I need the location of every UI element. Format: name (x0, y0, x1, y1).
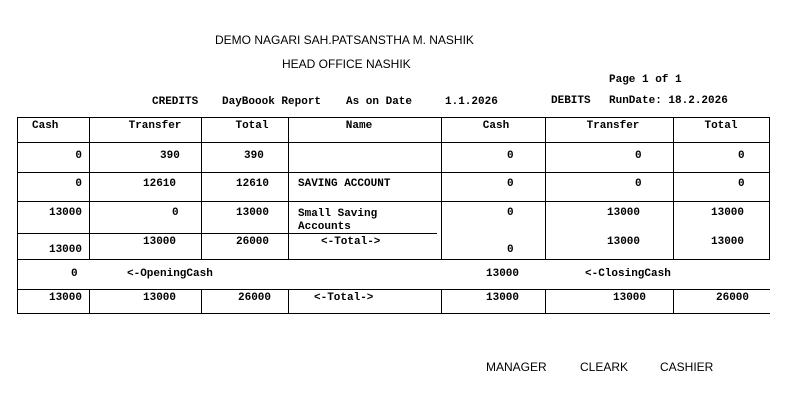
col-header-cash-credit: Cash (32, 120, 59, 132)
row-divider (17, 259, 770, 260)
col-header-total-debit: Total (704, 120, 738, 132)
row-divider (17, 289, 770, 290)
row2-cash-debit: 0 (507, 178, 514, 190)
col-border (89, 117, 90, 260)
row1-total-debit: 0 (738, 150, 745, 162)
col-border (441, 289, 442, 314)
opening-cash-value: 0 (71, 268, 78, 280)
table-top-border (17, 117, 770, 118)
grand-total-label: <-Total-> (314, 292, 374, 304)
row3-cash-debit: 0 (507, 207, 514, 219)
col-border (17, 117, 18, 314)
col-header-name: Name (345, 120, 373, 132)
row1-transfer-credit: 390 (160, 150, 180, 162)
subtotal-label: <-Total-> (321, 236, 381, 248)
col-border (89, 289, 90, 314)
row3-transfer-debit: 13000 (607, 207, 641, 219)
row-divider (17, 201, 770, 202)
row3-name-line1: Small Saving (298, 208, 378, 220)
closing-cash-value: 13000 (486, 268, 520, 280)
row1-total-credit: 390 (244, 150, 264, 162)
col-header-transfer-credit: Transfer (128, 120, 182, 132)
col-border (441, 117, 442, 260)
col-border (288, 289, 289, 314)
col-border (769, 117, 770, 260)
col-border (545, 117, 546, 260)
grand-total-total-debit: 26000 (716, 292, 750, 304)
grand-total-transfer-credit: 13000 (143, 292, 177, 304)
subtotal-cash-credit: 13000 (48, 244, 82, 256)
row3-cash-credit: 13000 (48, 207, 82, 219)
col-header-total-credit: Total (235, 120, 269, 132)
subtotal-transfer-debit: 13000 (607, 236, 641, 248)
run-date: RunDate: 18.2.2026 (609, 95, 728, 107)
page-info: Page 1 of 1 (609, 74, 682, 86)
subtotal-total-credit: 26000 (236, 236, 270, 248)
col-border (545, 289, 546, 314)
col-header-transfer-debit: Transfer (586, 120, 640, 132)
subtotal-total-debit: 13000 (711, 236, 745, 248)
row2-cash-credit: 0 (75, 178, 82, 190)
grand-total-cash-debit: 13000 (486, 292, 520, 304)
row3-transfer-credit: 0 (172, 207, 179, 219)
col-border (201, 289, 202, 314)
col-border (673, 289, 674, 314)
credits-label: CREDITS (152, 96, 199, 108)
grand-total-total-credit: 26000 (238, 292, 272, 304)
as-on-date: 1.1.2026 (445, 96, 498, 108)
signature-clerk: CLEARK (580, 360, 629, 374)
row-divider (17, 172, 770, 173)
col-border (201, 117, 202, 260)
col-border (673, 117, 674, 260)
row2-total-debit: 0 (738, 178, 745, 190)
grand-total-cash-credit: 13000 (48, 292, 82, 304)
branch-name: HEAD OFFICE NASHIK (282, 57, 411, 71)
signature-cashier: CASHIER (660, 360, 714, 374)
signature-manager: MANAGER (486, 360, 547, 374)
col-border (288, 117, 289, 260)
row1-cash-credit: 0 (75, 150, 82, 162)
row3-total-debit: 13000 (711, 207, 745, 219)
row3-name-line2: Accounts (298, 221, 351, 233)
row1-cash-debit: 0 (507, 150, 514, 162)
row3-total-credit: 13000 (236, 207, 270, 219)
grand-total-transfer-debit: 13000 (613, 292, 647, 304)
row2-total-credit: 12610 (236, 178, 270, 190)
row2-transfer-credit: 12610 (143, 178, 177, 190)
row2-transfer-debit: 0 (635, 178, 642, 190)
row2-name: SAVING ACCOUNT (298, 178, 391, 190)
subtotal-cash-debit: 0 (507, 244, 514, 256)
opening-cash-label: <-OpeningCash (127, 268, 213, 280)
table-bottom-border (17, 313, 770, 314)
closing-cash-label: <-ClosingCash (585, 268, 671, 280)
row1-transfer-debit: 0 (635, 150, 642, 162)
as-on-label: As on Date (346, 96, 413, 108)
row-divider-partial (17, 233, 437, 234)
debits-label: DEBITS (551, 95, 591, 107)
org-name: DEMO NAGARI SAH.PATSANSTHA M. NASHIK (215, 33, 474, 47)
header-divider (17, 142, 770, 143)
report-title: DayBoook Report (222, 96, 322, 108)
col-header-cash-debit: Cash (482, 120, 510, 132)
subtotal-transfer-credit: 13000 (143, 236, 177, 248)
